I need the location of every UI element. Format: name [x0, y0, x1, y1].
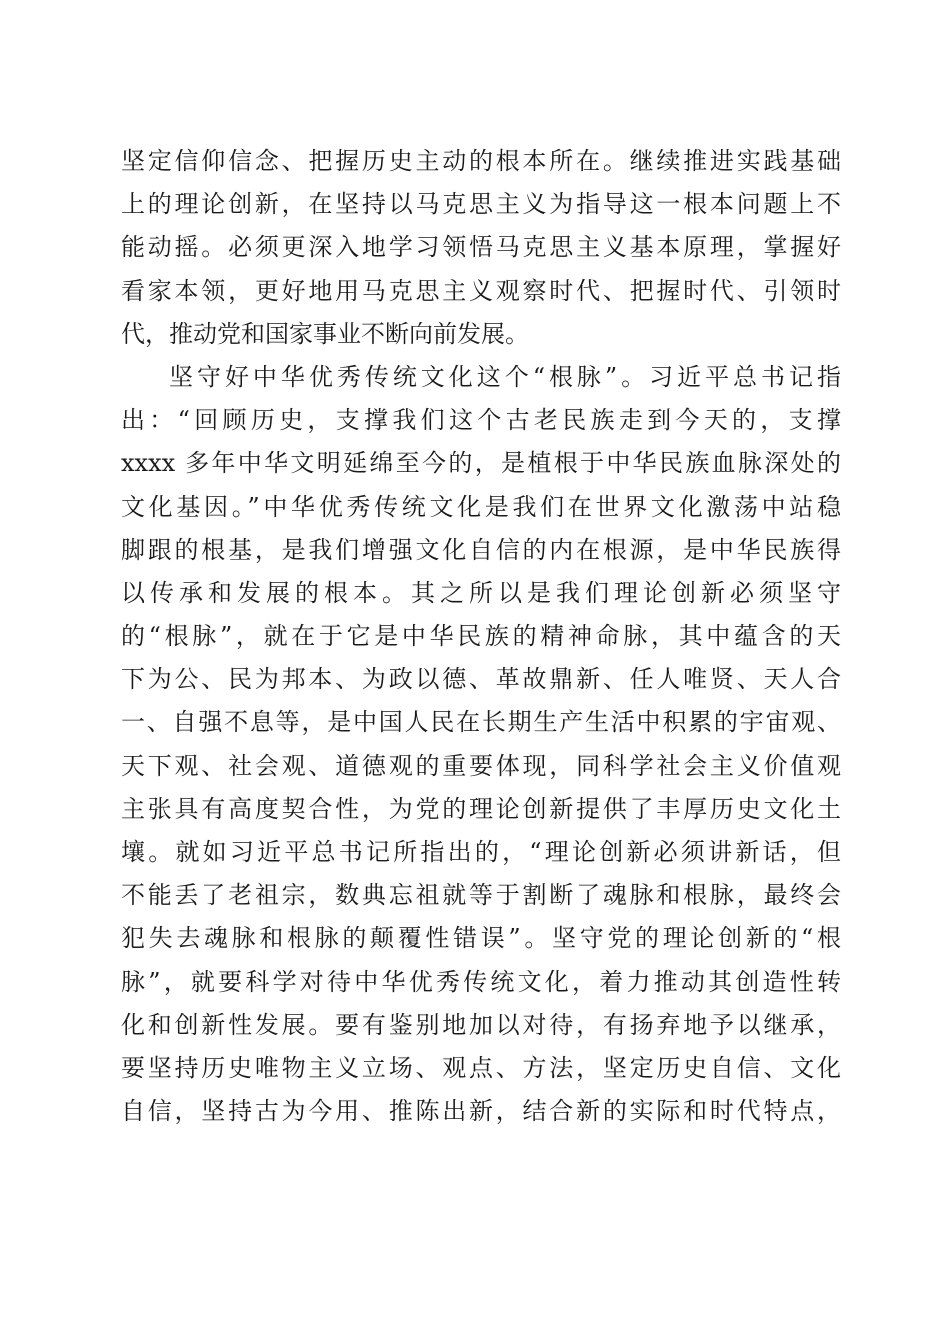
text-line: 看家本领，更好地用马克思主义观察时代、把握时代、引领时	[121, 276, 841, 305]
text-line: 上的理论创新，在坚持以马克思主义为指导这一根本问题上不	[121, 190, 841, 219]
text-line: 能动摇。必须更深入地学习领悟马克思主义基本原理，掌握好	[121, 233, 841, 262]
text-line: xxxx 多年中华文明延绵至今的，是植根于中华民族血脉深处的	[121, 449, 841, 478]
text-line: 一、自强不息等，是中国人民在长期生产生活中积累的宇宙观、	[121, 708, 841, 737]
text-line: 脚跟的根基，是我们增强文化自信的内在根源，是中华民族得	[121, 535, 841, 564]
text-line: 化和创新性发展。要有鉴别地加以对待，有扬弃地予以继承，	[121, 1010, 841, 1039]
text-line: 犯失去魂脉和根脉的颠覆性错误”。坚守党的理论创新的“根	[121, 924, 841, 953]
text-line: 要坚持历史唯物主义立场、观点、方法，坚定历史自信、文化	[121, 1053, 841, 1082]
text-line: 文化基因。”中华优秀传统文化是我们在世界文化激荡中站稳	[121, 492, 841, 521]
text-line: 不能丢了老祖宗，数典忘祖就等于割断了魂脉和根脉，最终会	[121, 881, 841, 910]
text-line: 天下观、社会观、道德观的重要体现，同科学社会主义价值观	[121, 751, 841, 780]
paragraph-1	[121, 140, 841, 356]
text-line: 代，推动党和国家事业不断向前发展。	[121, 319, 529, 348]
text-line: 坚守好中华优秀传统文化这个“根脉”。习近平总书记指	[169, 362, 841, 391]
paragraph-2	[121, 356, 841, 1133]
text-line: 自信，坚持古为今用、推陈出新，结合新的实际和时代特点，	[121, 1097, 841, 1126]
text-line: 脉”，就要科学对待中华优秀传统文化，着力推动其创造性转	[121, 967, 841, 996]
text-line: 以传承和发展的根本。其之所以是我们理论创新必须坚守	[121, 578, 841, 607]
document-body	[121, 140, 841, 1133]
text-line: 下为公、民为邦本、为政以德、革故鼎新、任人唯贤、天人合	[121, 665, 841, 694]
text-line: 主张具有高度契合性，为党的理论创新提供了丰厚历史文化土	[121, 794, 841, 823]
text-line: 坚定信仰信念、把握历史主动的根本所在。继续推进实践基础	[121, 147, 841, 175]
text-line: 壤。就如习近平总书记所指出的，“理论创新必须讲新话，但	[121, 838, 841, 866]
text-line: 的“根脉”，就在于它是中华民族的精神命脉，其中蕴含的天	[121, 622, 841, 651]
text-line: 出：“回顾历史，支撑我们这个古老民族走到今天的，支撑	[121, 406, 841, 435]
